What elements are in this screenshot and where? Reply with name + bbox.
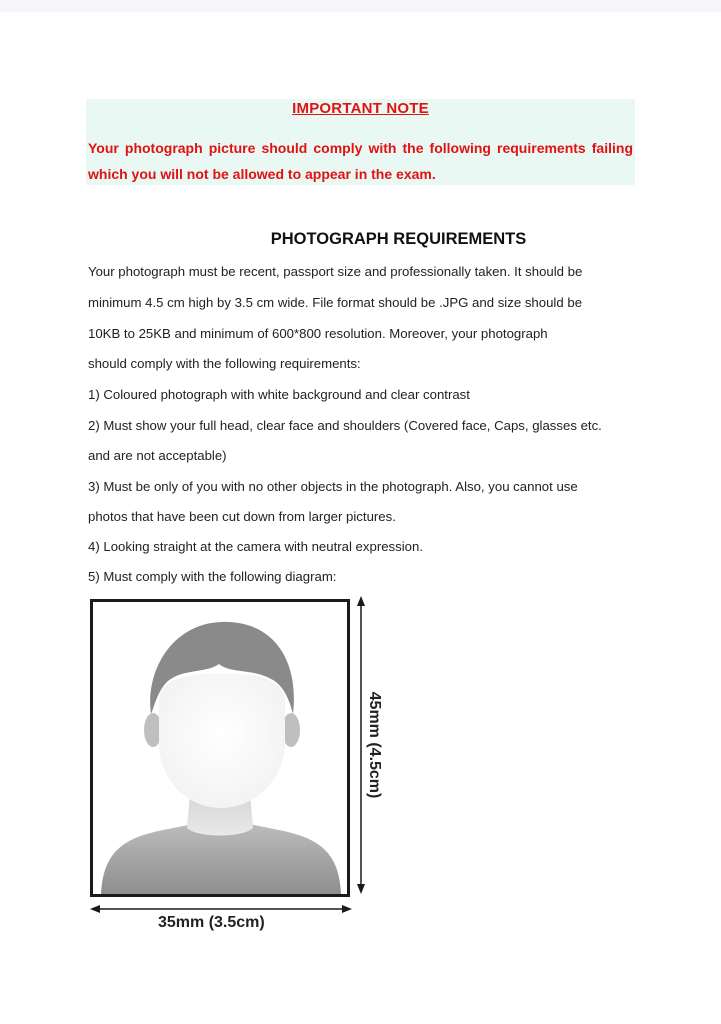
paragraph-line: Your photograph must be recent, passport size and professionally taken. It should be [88, 264, 583, 279]
width-arrow-head-right [342, 905, 352, 913]
paragraph-line: 10KB to 25KB and minimum of 600*800 resolution. Moreover, your photograph [88, 326, 548, 341]
requirement-item-continued: and are not acceptable) [88, 448, 227, 463]
width-dimension-label: 35mm (3.5cm) [158, 914, 265, 931]
paragraph-line: minimum 4.5 cm high by 3.5 cm wide. File format should be .JPG and size should be [88, 295, 583, 310]
height-arrow-head-bottom [357, 884, 365, 894]
paragraph-line: should comply with the following requirements: [88, 356, 361, 371]
requirement-item: 2) Must show your full head, clear face and shoulders (Covered face, Caps, glasses etc. [88, 418, 602, 433]
note-body: Your photograph picture should comply with the following requirements failing which you will not be allowed to appear in the exam. [88, 140, 633, 182]
requirement-item: 3) Must be only of you with no other objects in the photograph. Also, you cannot use [88, 479, 578, 494]
requirement-item: 1) Coloured photograph with white background and clear contrast [88, 387, 470, 402]
height-arrow-head-top [357, 596, 365, 606]
requirement-item: 5) Must comply with the following diagram: [88, 569, 337, 584]
section-title: PHOTOGRAPH REQUIREMENTS [270, 230, 527, 248]
note-title: IMPORTANT NOTE [292, 100, 429, 117]
height-dimension-label: 45mm (4.5cm) [366, 691, 383, 799]
width-arrow-head-left [90, 905, 100, 913]
requirement-item-continued: photos that have been cut down from larger pictures. [88, 509, 396, 524]
requirement-item: 4) Looking straight at the camera with neutral expression. [88, 539, 423, 554]
